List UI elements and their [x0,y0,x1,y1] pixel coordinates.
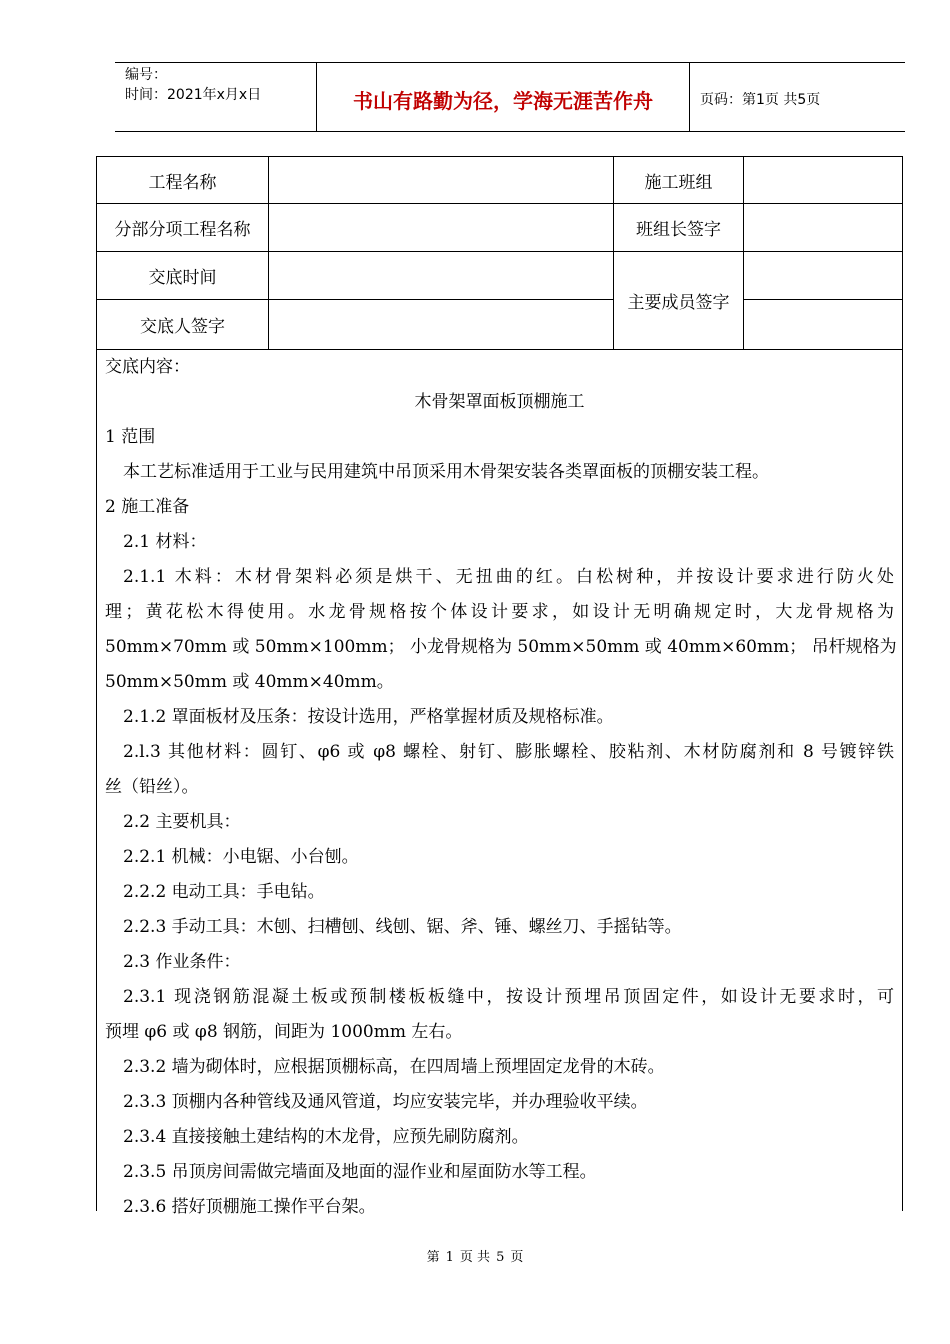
sub-project-value[interactable] [269,204,613,251]
content-line: 50mm×70mm 或 50mm×100mm； 小龙骨规格为 50mm×50mm 或 40mm×60mm； 吊杆规格为 [105,637,897,657]
table-line [743,299,902,300]
content-line: 1 范围 [105,427,156,447]
content-line: 2 施工准备 [105,497,190,517]
content-line: 50mm×50mm 或 40mm×40mm。 [105,672,394,692]
content-body [105,420,897,1225]
handover-time-label: 交底时间 [148,268,217,288]
content-line: 2.2 主要机具： [123,812,241,832]
leader-sign-value[interactable] [744,204,902,251]
project-name-value[interactable] [269,157,613,203]
content-line: 2.3 作业条件： [123,952,241,972]
footer-mid: 页 共 [459,1250,491,1265]
content-line: 2.l.3 其他材料：圆钉、φ6 或 φ8 螺栓、射钉、膨胀螺栓、胶粘剂、木材防腐剂和 8 号镀锌铁 [123,742,894,762]
team-value[interactable] [744,157,902,203]
header-page-info: 页码：第1页 共5页 [700,92,821,108]
footer-page-number: 1 [445,1250,454,1265]
handover-form [96,156,903,1217]
content-title: 木骨架罩面板顶棚施工 [414,392,585,412]
content-line: 丝（铅丝）。 [105,777,199,797]
leader-sign-label: 班组长签字 [636,220,721,240]
header-motto: 书山有路勤为径，学海无涯苦作舟 [353,89,653,113]
members-sign-label: 主要成员签字 [627,293,730,313]
content-line: 2.1 材料： [123,532,207,552]
content-intro: 交底内容： [105,357,190,377]
handover-content [105,350,897,1225]
page-header [115,62,905,132]
content-line: 2.1.1 木料：木材骨架料必须是烘干、无扭曲的红。白松树种，并按设计要求进行防火处 [123,567,894,587]
content-line: 2.3.4 直接接触土建结构的木龙骨，应预先刷防腐剂。 [123,1127,529,1147]
time-label: 时间：2021年x月x日 [125,87,262,103]
header-meta [125,65,315,105]
handover-person-label: 交底人签字 [140,317,225,337]
project-name-label: 工程名称 [148,172,217,193]
footer-suffix: 页 [510,1250,524,1265]
team-label: 施工班组 [644,172,713,193]
footer-prefix: 第 [426,1250,440,1265]
handover-person-value[interactable] [269,300,613,349]
number-label: 编号： [125,67,167,83]
handover-time-value[interactable] [269,252,613,299]
content-line: 本工艺标准适用于工业与民用建筑中吊顶采用木骨架安装各类罩面板的顶棚安装工程。 [123,462,769,482]
content-line: 预埋 φ6 或 φ8 钢筋，间距为 1000mm 左右。 [105,1022,463,1042]
content-line: 2.1.2 罩面板材及压条：按设计选用，严格掌握材质及规格标准。 [123,707,614,727]
sub-project-label: 分部分项工程名称 [114,220,251,240]
content-line: 2.2.1 机械：小电锯、小台刨。 [123,847,359,867]
header-divider [689,63,690,131]
content-line: 2.2.2 电动工具：手电钻。 [123,882,325,902]
footer-total-pages: 5 [496,1250,505,1265]
page-footer [0,1246,950,1265]
content-line: 2.3.5 吊顶房间需做完墙面及地面的湿作业和屋面防水等工程。 [123,1162,597,1182]
content-line: 2.3.6 搭好顶棚施工操作平台架。 [123,1197,376,1217]
content-line: 2.3.1 现浇钢筋混凝土板或预制楼板板缝中，按设计预埋吊顶固定件，如设计无要求时，可 [123,987,894,1007]
content-line: 2.3.3 顶棚内各种管线及通风管道，均应安装完毕，并办理验收平续。 [123,1092,648,1112]
content-line: 2.2.3 手动工具：木刨、扫槽刨、线刨、锯、斧、锤、螺丝刀、手摇钻等。 [123,917,682,937]
form-info-table [97,157,902,349]
content-line: 2.3.2 墙为砌体时，应根据顶棚标高，在四周墙上预埋固定龙骨的木砖。 [123,1057,665,1077]
content-line: 理；黄花松木得使用。水龙骨规格按个体设计要求，如设计无明确规定时，大龙骨规格为 [105,602,894,622]
